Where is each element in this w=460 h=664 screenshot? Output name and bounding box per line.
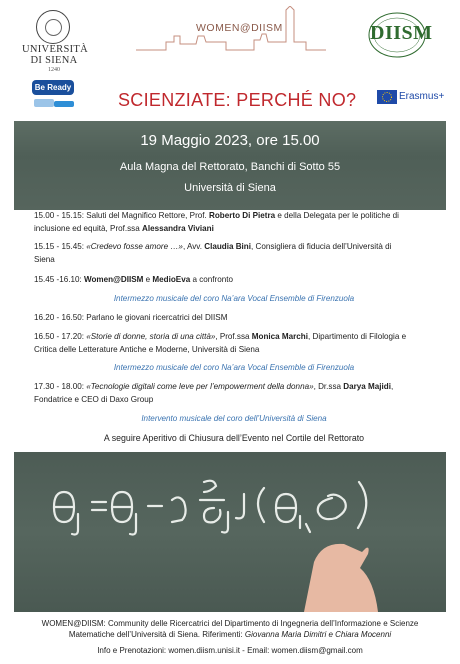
event-date: 19 Maggio 2023, ore 15.00 xyxy=(140,132,320,149)
unisi-line2: DI SIENA xyxy=(30,55,78,66)
time: 16.50 - 17.20 xyxy=(34,332,82,341)
unisi-logo-text xyxy=(22,44,86,66)
speaker: Monica Marchi xyxy=(251,332,308,341)
speaker: Claudia Bini xyxy=(204,242,252,251)
talk-title: «Tecnologie digitali come leve per l’empowerment della donna» xyxy=(86,382,314,391)
unisi-year: 1240 xyxy=(48,67,60,73)
text: : Parlano le giovani ricercatrici del DIISM xyxy=(81,313,228,322)
text: : Community delle Ricercatrici del Dipartimento di Ingegneria dell’Informazione e Scienze xyxy=(103,619,419,628)
program-item xyxy=(34,274,434,287)
text: , Dipartimento di Filologia e xyxy=(308,332,407,341)
beready-logo: Be Ready xyxy=(32,80,74,95)
program-item xyxy=(34,331,434,356)
text: Matematiche dell’Università di Siena. Riferimenti: xyxy=(68,630,245,639)
diism-logo-text: DIISM xyxy=(370,22,433,44)
chalkboard-photo xyxy=(14,452,446,612)
handshake-icon xyxy=(32,97,78,109)
text: , Avv. xyxy=(182,242,205,251)
program-item xyxy=(34,312,434,325)
chalk-formula-icon xyxy=(14,452,446,612)
text: , xyxy=(390,382,394,391)
text: inclusione ed equità, Prof.ssa xyxy=(34,223,142,233)
text: , Dr.ssa xyxy=(313,382,344,391)
speaker: MedioEva xyxy=(152,275,191,284)
time: 15.15 - 15.45 xyxy=(34,242,82,251)
program-item xyxy=(34,210,434,235)
talk-title: «Storie di donne, storia di una città» xyxy=(86,332,216,341)
erasmus-logo: Erasmus+ xyxy=(399,91,445,102)
event-university: Università di Siena xyxy=(184,182,276,194)
text: : Saluti del Magnifico Rettore, Prof. xyxy=(81,211,210,220)
closing-note: A seguire Aperitivo di Chiusura dell’Evento nel Cortile del Rettorato xyxy=(103,433,365,443)
text: Critica delle Letterature Antiche e Moderne, Università di Siena xyxy=(34,344,260,354)
text: e xyxy=(143,275,153,284)
women-diism-title: WOMEN@DIISM xyxy=(196,22,283,34)
unisi-line1: UNIVERSITÀ xyxy=(22,44,88,55)
event-place: Aula Magna del Rettorato, Banchi di Sotto 55 xyxy=(119,161,341,173)
website-link[interactable]: : women.diism.unisi.it - xyxy=(163,646,248,655)
footer-community xyxy=(12,618,448,640)
speaker: Women@DIISM xyxy=(83,275,144,284)
speaker: Darya Majidi xyxy=(343,382,391,391)
text: : xyxy=(81,242,87,251)
unisi-seal-icon xyxy=(36,10,70,44)
text: e della Delegata per le politiche di xyxy=(275,211,399,220)
time: 15.00 - 15.15 xyxy=(34,211,82,220)
speaker: Alessandra Viviani xyxy=(141,223,214,233)
program-item xyxy=(34,241,434,266)
info-label: Info e Prenotazioni xyxy=(97,646,164,655)
text: WOMEN@DIISM xyxy=(41,619,104,628)
text: , Consigliera di fiducia dell’Università di xyxy=(251,242,392,251)
music-interlude: Intervento musicale del coro dell’Università di Siena xyxy=(141,414,327,423)
text: Siena xyxy=(34,254,55,264)
text: a confronto xyxy=(190,275,233,284)
text: : xyxy=(81,382,87,391)
email-link[interactable]: : women.diism@gmail.com xyxy=(267,646,363,655)
music-interlude: Intermezzo musicale del coro Na’ara Vocal Ensemble di Firenzuola xyxy=(113,294,355,303)
eu-flag-icon xyxy=(377,90,397,104)
text: Fondatrice e CEO di Daxo Group xyxy=(34,394,154,404)
time: 16.20 - 16.50 xyxy=(34,313,82,322)
text: , Prof.ssa xyxy=(215,332,252,341)
contacts: Giovanna Maria Dimitri e Chiara Mocenni xyxy=(244,630,392,639)
email-label: Email xyxy=(247,646,268,655)
speaker: Roberto Di Pietra xyxy=(209,211,276,220)
time: 17.30 - 18.00 xyxy=(34,382,82,391)
footer-info xyxy=(12,646,448,655)
program-item xyxy=(34,381,434,406)
talk-title: «Credevo fosse amore …» xyxy=(86,242,183,251)
text: : xyxy=(79,275,84,284)
main-title: SCIENZIATE: PERCHÉ NO? xyxy=(118,90,357,110)
time: 15.45 -16.10 xyxy=(34,275,80,284)
text: : xyxy=(81,332,87,341)
music-interlude: Intermezzo musicale del coro Na’ara Vocal Ensemble di Firenzuola xyxy=(113,363,355,372)
